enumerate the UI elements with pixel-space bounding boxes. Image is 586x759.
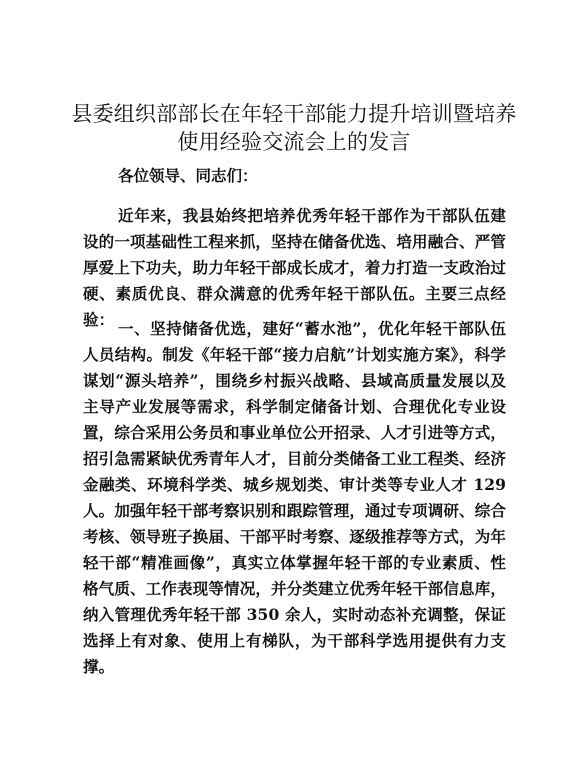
body-paragraph-reserve-selection: 一、坚持储备优选，建好“蓄水池”，优化年轻干部队伍人员结构。制发《年轻干部“接力启航”计划实施方案》，科学谋划“源头培养”，围绕乡村振兴战略、县域高质量发展以及主导产业发展等需求，科学制定储备计划、合理优化专业设置，综合采用公务员和事业单位公开招录、人才引进等方式，招引急需紧缺优秀青年人才，目前分类储备工业工程类、经济金融类、环境科学类、城乡规划类、审计类等专业人才 129 人。加强年轻干部考察识别和跟踪管理，通过专项调研、综合考核、领导班子换届、干部平时考察、逐级推荐等方式，为年轻干部“精准画像”，真实立体掌握年轻干部的专业素质、性格气质、工作表现等情况，并分类建立优秀年轻干部信息库，纳入管理优秀年轻干部 350 余人，实时动态补充调整，保证选择上有对象、使用上有梯队，为干部科学选用提供有力支撑。 <box>83 319 506 676</box>
salutation: 各位领导、同志们： <box>118 166 258 185</box>
body-paragraph-intro: 近年来，我县始终把培养优秀年轻干部作为干部队伍建设的一项基础性工程来抓，坚持在储备优选、培用融合、严管厚爱上下功夫，助力年轻干部成长成才，着力打造一支政治过硬、素质优良、群众满意的优秀年轻干部队伍。主要三点经验： <box>83 206 506 329</box>
document-title: 县委组织部部长在年轻干部能力提升培训暨培养使用经验交流会上的发言 <box>71 102 517 154</box>
